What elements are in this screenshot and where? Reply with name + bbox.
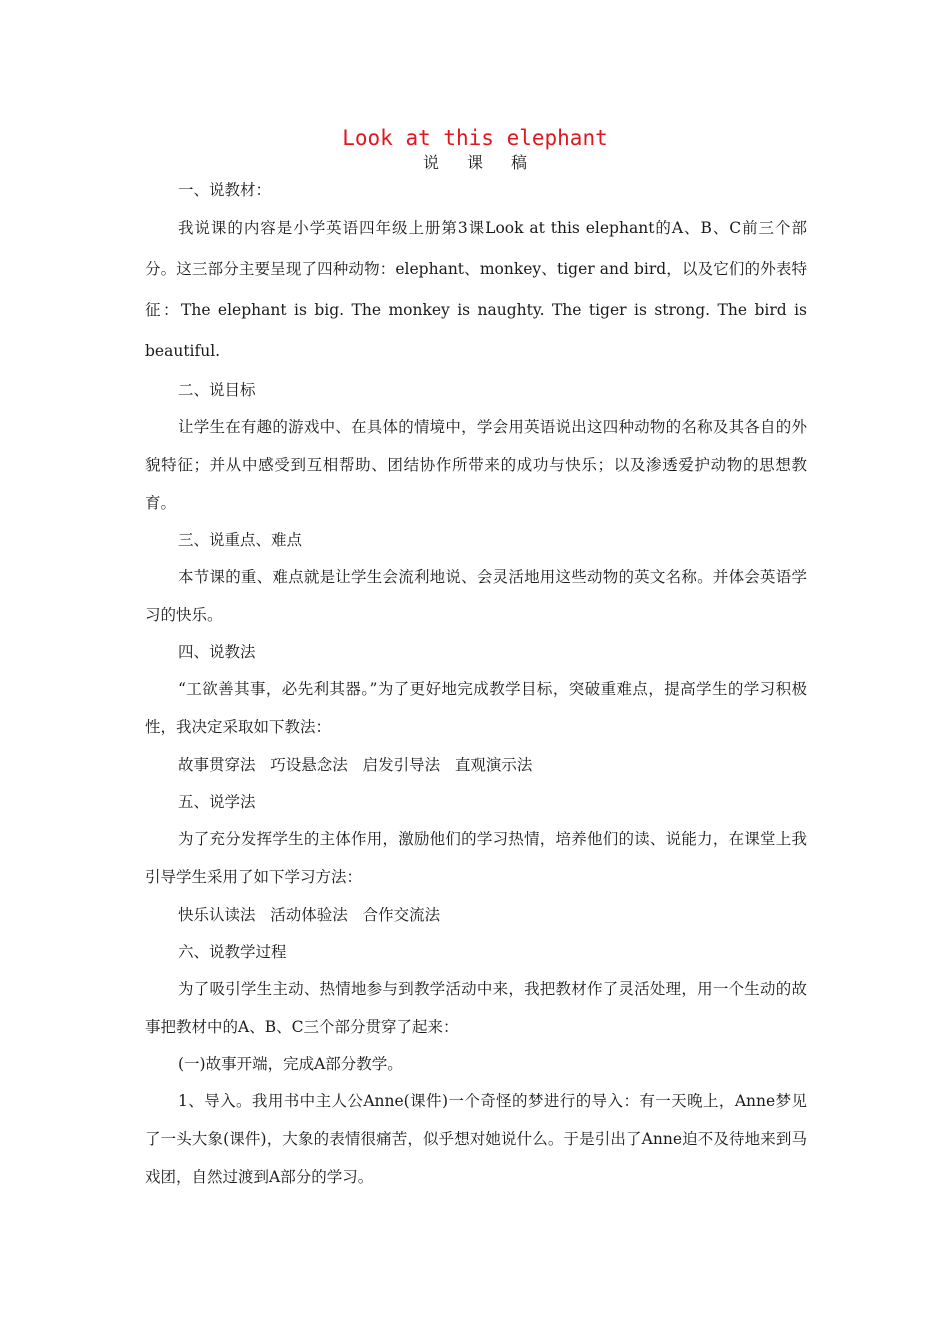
section-heading-learning-methods: 五、说学法 — [178, 793, 256, 811]
document-title: Look at this elephant — [342, 126, 608, 150]
paragraph-goals: 让学生在有趣的游戏中、在具体的情境中，学会用英语说出这四种动物的名称及其各自的外貌特征；并从中感受到互相帮助、团结协作所带来的成功与快乐；以及渗透爱护动物的思想教育。 — [145, 418, 807, 512]
section-heading-textbook: 一、说教材： — [178, 181, 272, 199]
section-heading-goals: 二、说目标 — [178, 381, 256, 399]
teaching-methods-list: 故事贯穿法 巧设悬念法 启发引导法 直观演示法 — [178, 756, 533, 774]
paragraph-teaching-methods: “工欲善其事，必先利其器。”为了更好地完成教学目标，突破重难点，提高学生的学习积极性，我决定采取如下教法： — [145, 680, 807, 736]
paragraph-introduction: 1、导入。我用书中主人公Anne(课件)一个奇怪的梦进行的导入：有一天晚上，Anne梦见了一头大象(课件)，大象的表情很痛苦，似乎想对她说什么。于是引出了Anne迫不及待地来到马戏团，自然过渡到A部分的学习。 — [145, 1092, 807, 1186]
paragraph-teaching-process: 为了吸引学生主动、热情地参与到教学活动中来，我把教材作了灵活处理，用一个生动的故事把教材中的A、B、C三个部分贯穿了起来： — [145, 980, 807, 1036]
document-subtitle: 说课稿 — [422, 153, 555, 172]
learning-methods-list: 快乐认读法 活动体验法 合作交流法 — [178, 906, 441, 924]
paragraph-learning-methods: 为了充分发挥学生的主体作用，激励他们的学习热情，培养他们的读、说能力，在课堂上我引导学生采用了如下学习方法： — [145, 830, 807, 886]
section-heading-teaching-methods: 四、说教法 — [178, 643, 256, 661]
section-heading-teaching-process: 六、说教学过程 — [178, 943, 287, 961]
section-heading-key-points: 三、说重点、难点 — [178, 531, 303, 549]
paragraph-textbook: 我说课的内容是小学英语四年级上册第3课Look at this elephant的A、B、C前三个部分。这三部分主要呈现了四种动物：elephant、monkey、tiger and bird，以及它们的外表特征：The elephant is big. The monkey is naughty. The tiger is strong. The bird is beautiful. — [145, 219, 807, 360]
document-body — [145, 172, 807, 1196]
paragraph-key-points: 本节课的重、难点就是让学生会流利地说、会灵活地用这些动物的英文名称。并体会英语学习的快乐。 — [145, 568, 807, 624]
subsection-heading-part-a: (一)故事开端，完成A部分教学。 — [178, 1055, 403, 1073]
